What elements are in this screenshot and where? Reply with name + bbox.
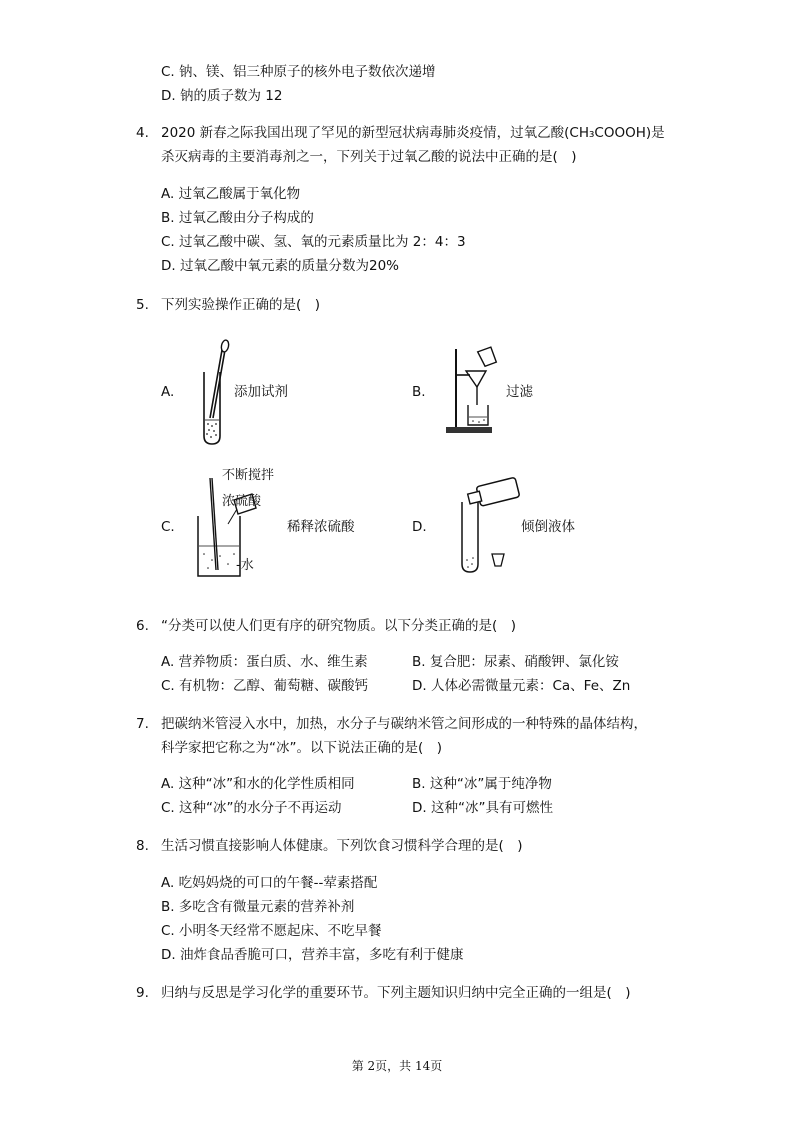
q5-b-caption: 过滤	[506, 384, 533, 400]
q4-option-b: B. 过氧乙酸由分子构成的	[161, 210, 314, 226]
q7-option-d: D. 这种“冰”具有可燃性	[412, 800, 553, 816]
q6-option-d: D. 人体必需微量元素：Ca、Fe、Zn	[412, 678, 631, 694]
filtration-figure	[444, 345, 500, 437]
q4-stem-line1: 2020 新春之际我国出现了罕见的新型冠状病毒肺炎疫情，过氧乙酸(CH₃COOOH)是	[161, 125, 665, 141]
q8-option-c: C. 小明冬天经常不愿起床、不吃早餐	[161, 923, 382, 939]
q5-d-caption: 倾倒液体	[521, 519, 575, 535]
q6-option-a: A. 营养物质：蛋白质、水、维生素	[161, 654, 368, 670]
q8-option-d: D. 油炸食品香脆可口，营养丰富，多吃有利于健康	[161, 947, 464, 963]
q3-option-d: D. 钠的质子数为 12	[161, 88, 283, 104]
q4-option-a: A. 过氧乙酸属于氧化物	[161, 186, 301, 202]
q5-a-caption: 添加试剂	[234, 384, 288, 400]
q5-number: 5.	[136, 297, 149, 313]
q7-stem-line2: 科学家把它称之为“冰”。以下说法正确的是( )	[161, 740, 443, 756]
q7-number: 7.	[136, 716, 149, 732]
q5-c-caption: 稀释浓硫酸	[287, 519, 355, 535]
q8-option-a: A. 吃妈妈烧的可口的午餐--荤素搭配	[161, 875, 378, 891]
q8-number: 8.	[136, 838, 149, 854]
q6-stem: “分类可以使人们更有序的研究物质。以下分类正确的是( )	[161, 618, 517, 634]
q5-c-letter: C.	[161, 519, 175, 535]
q4-option-c: C. 过氧乙酸中碳、氢、氧的元素质量比为 2：4：3	[161, 234, 466, 250]
q9-stem: 归纳与反思是学习化学的重要环节。下列主题知识归纳中完全正确的一组是( )	[161, 985, 631, 1001]
q9-number: 9.	[136, 985, 149, 1001]
add-reagent-figure	[196, 338, 236, 448]
q5-d-letter: D.	[412, 519, 427, 535]
q6-option-c: C. 有机物：乙醇、葡萄糖、碳酸钙	[161, 678, 369, 694]
q5-a-letter: A.	[161, 384, 175, 400]
q4-stem-line2: 杀灭病毒的主要消毒剂之一，下列关于过氧乙酸的说法中正确的是( )	[161, 149, 577, 165]
q8-stem: 生活习惯直接影响人体健康。下列饮食习惯科学合理的是( )	[161, 838, 523, 854]
q7-stem-line1: 把碳纳米管浸入水中，加热，水分子与碳纳米管之间形成的一种特殊的晶体结构，	[161, 716, 647, 732]
q6-number: 6.	[136, 618, 149, 634]
q5-stem: 下列实验操作正确的是( )	[161, 297, 321, 313]
q8-option-b: B. 多吃含有微量元素的营养补剂	[161, 899, 355, 915]
q7-option-a: A. 这种“冰”和水的化学性质相同	[161, 776, 355, 792]
q5-c-label-acid: 浓硫酸	[222, 494, 262, 509]
q5-b-letter: B.	[412, 384, 426, 400]
q6-option-b: B. 复合肥：尿素、硝酸钾、氯化铵	[412, 654, 619, 670]
q7-option-c: C. 这种“冰”的水分子不再运动	[161, 800, 342, 816]
q3-option-c: C. 钠、镁、铝三种原子的核外电子数依次递增	[161, 64, 436, 80]
page-footer: 第 2页，共 14页	[351, 1059, 443, 1073]
q4-number: 4.	[136, 125, 149, 141]
q5-c-label-stir: 不断搅拌	[222, 468, 275, 483]
q5-c-label-water: -水	[236, 558, 254, 573]
q4-option-d: D. 过氧乙酸中氧元素的质量分数为20%	[161, 258, 399, 274]
q7-option-b: B. 这种“冰”属于纯净物	[412, 776, 552, 792]
